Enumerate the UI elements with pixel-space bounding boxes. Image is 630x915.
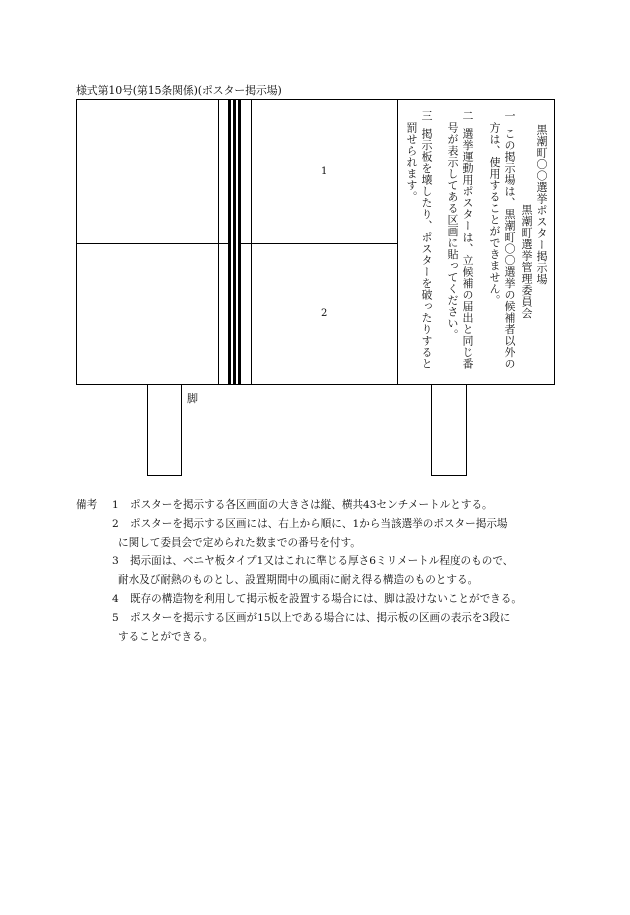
- remark-5-line-2: することができる。: [118, 630, 214, 643]
- leg-label: 脚: [187, 392, 198, 405]
- form-title: 様式第10号(第15条関係)(ポスター掲示場): [76, 84, 282, 97]
- left-section-divider: [77, 243, 228, 244]
- notice-item-num-1: 一: [503, 110, 516, 122]
- remark-2-line-2: に関して委員会で定められた数までの番号を付す。: [118, 536, 361, 549]
- notice-item-3-line-2: 罰せられます。: [405, 122, 418, 203]
- right-panel-divider: [251, 100, 252, 384]
- notice-item-1-line-1: この掲示場は、黒潮町〇〇選挙の候補者以外の: [503, 128, 516, 370]
- notice-item-3-line-1: 掲示板を壊したり、ポスターを破ったりすると: [420, 128, 433, 370]
- notice-divider: [397, 100, 398, 384]
- left-leg: [147, 384, 182, 476]
- right-leg: [431, 384, 467, 476]
- center-bar-1: [228, 100, 231, 384]
- remark-number-2: 2: [112, 517, 119, 530]
- remark-3-line-1: 掲示面は、ベニヤ板タイプ1又はこれに準じる厚さ6ミリメートル程度のもので、: [130, 555, 514, 568]
- remark-number-1: 1: [112, 499, 119, 511]
- remark-number-4: 4: [112, 592, 119, 605]
- notice-heading: 黒潮町〇〇選挙ポスター掲示場: [535, 124, 548, 285]
- remark-2-line-1: ポスターを掲示する区画には、右上から順に、1から当該選挙のポスター掲示場: [130, 517, 508, 530]
- remarks-label: 備考: [76, 499, 98, 511]
- remark-4-line-1: 既存の構造物を利用して掲示板を設置する場合には、脚は設けないことができる。: [130, 592, 522, 605]
- remark-number-3: 3: [112, 555, 119, 568]
- notice-item-2-line-1: 選挙運動用ポスターは、立候補の届出と同じ番: [461, 128, 474, 370]
- notice-item-num-2: 二: [461, 110, 474, 122]
- section-number-1: 1: [321, 166, 328, 177]
- notice-item-1-line-2: 方は、使用することができません。: [488, 122, 501, 306]
- right-section-divider: [241, 243, 397, 244]
- notice-item-num-3: 三: [420, 110, 433, 122]
- center-bar-2: [233, 100, 236, 384]
- remarks-section: [76, 496, 566, 646]
- remark-5-line-1: ポスターを掲示する区画が15以上である場合には、掲示板の区画の表示を3段に: [130, 611, 511, 624]
- center-bar-3: [238, 100, 241, 384]
- left-panel-divider: [218, 100, 219, 384]
- remark-3-line-2: 耐水及び耐熱のものとし、設置期間中の風雨に耐え得る構造のものとする。: [118, 574, 479, 587]
- remark-1-line-1: ポスターを掲示する各区画面の大きさは縦、横共43センチメートルとする。: [130, 499, 493, 511]
- section-number-2: 2: [321, 308, 328, 319]
- remark-number-5: 5: [112, 611, 119, 624]
- poster-board-diagram: [76, 99, 555, 385]
- notice-issuer: 黒潮町選挙管理委員会: [520, 204, 533, 319]
- notice-item-2-line-2: 号が表示してある区画に貼ってください。: [446, 122, 459, 341]
